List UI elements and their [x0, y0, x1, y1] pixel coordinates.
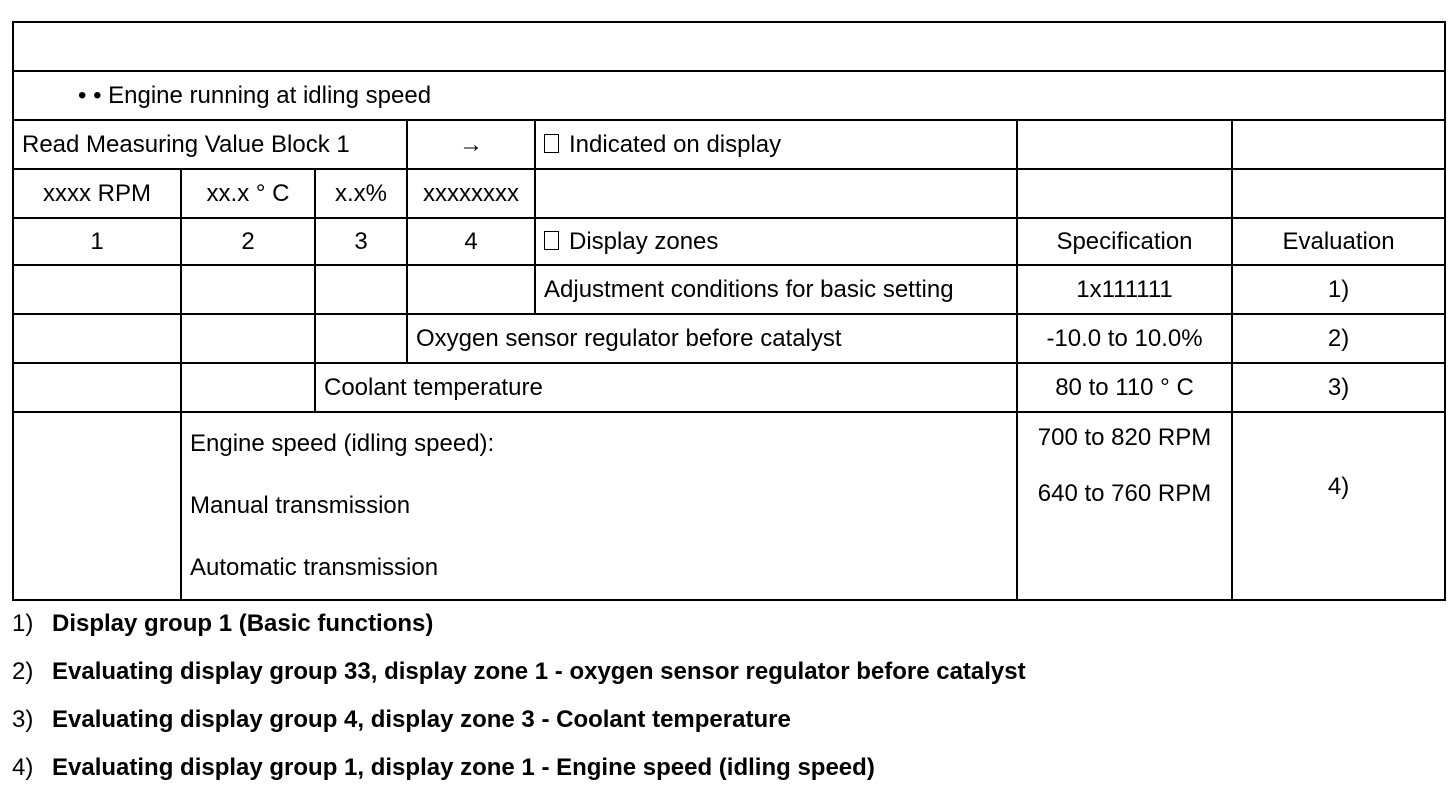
empty-cell [1017, 120, 1232, 169]
empty-cell [315, 314, 407, 363]
empty-cell [1232, 169, 1445, 218]
indicated-cell [535, 120, 1017, 169]
engine-speed-description [181, 412, 1017, 600]
footnote-number: 2) [12, 658, 34, 685]
evaluation-header: Evaluation [1232, 218, 1445, 265]
row-specification: 1x111111 [1017, 265, 1232, 314]
zone-number-2: 2 [181, 218, 315, 265]
automatic-transmission-line: Automatic transmission [190, 554, 439, 581]
empty-cell [13, 314, 181, 363]
spec-automatic: 640 to 760 RPM [1037, 480, 1212, 507]
row-specification: -10.0 to 10.0% [1017, 314, 1232, 363]
footnote-text: Evaluating display group 1, display zone 1 - Engine speed (idling speed) [52, 754, 875, 781]
footnote-number: 1) [12, 610, 34, 637]
row-evaluation: 2) [1232, 314, 1445, 363]
table-header-blank [13, 22, 1445, 71]
row-specification: 80 to 110 ° C [1017, 363, 1232, 412]
condition-text: • • Engine running at idling speed [13, 71, 1445, 120]
empty-cell [315, 265, 407, 314]
empty-cell [13, 265, 181, 314]
zone-number-1: 1 [13, 218, 181, 265]
specification-header: Specification [1017, 218, 1232, 265]
read-block-label: Read Measuring Value Block 1 [13, 120, 407, 169]
footnote [12, 600, 1026, 648]
footnote-text: Evaluating display group 33, display zone 1 - oxygen sensor regulator before catalyst [52, 658, 1026, 685]
empty-cell [1017, 169, 1232, 218]
display-zones-label: Display zones [569, 227, 719, 255]
row-evaluation: 3) [1232, 363, 1445, 412]
footnote [12, 648, 1026, 696]
empty-cell [1232, 120, 1445, 169]
footnote-number: 3) [12, 706, 34, 733]
row-description: Oxygen sensor regulator before catalyst [407, 314, 1017, 363]
value-zone-2: xx.x ° C [181, 169, 315, 218]
empty-cell [535, 169, 1017, 218]
footnote [12, 696, 1026, 744]
empty-cell [407, 265, 535, 314]
empty-cell [181, 314, 315, 363]
value-zone-1: xxxx RPM [13, 169, 181, 218]
footnotes [12, 600, 1026, 792]
engine-speed-evaluation: 4) [1232, 412, 1445, 600]
footnote-text: Evaluating display group 4, display zone 3 - Coolant temperature [52, 706, 791, 733]
row-description: Adjustment conditions for basic setting [535, 265, 1017, 314]
display-zones-cell [535, 218, 1017, 265]
manual-transmission-line: Manual transmission [190, 492, 411, 519]
footnote-text: Display group 1 (Basic functions) [52, 610, 434, 637]
engine-speed-line: Engine speed (idling speed): [190, 430, 495, 457]
checkbox-square-icon [544, 231, 559, 250]
value-zone-4: xxxxxxxx [407, 169, 535, 218]
spec-manual: 700 to 820 RPM [1037, 424, 1212, 451]
footnote [12, 744, 1026, 792]
empty-cell [13, 363, 181, 412]
indicated-label: Indicated on display [569, 130, 782, 158]
empty-cell [181, 265, 315, 314]
row-evaluation: 1) [1232, 265, 1445, 314]
engine-speed-specification [1017, 412, 1232, 600]
zone-number-4: 4 [407, 218, 535, 265]
row-description: Coolant temperature [315, 363, 1017, 412]
zone-number-3: 3 [315, 218, 407, 265]
measuring-value-table [12, 21, 1446, 601]
empty-cell [13, 412, 181, 600]
arrow-icon: → [407, 120, 535, 169]
value-zone-3: x.x% [315, 169, 407, 218]
empty-cell [181, 363, 315, 412]
checkbox-square-icon [544, 134, 559, 153]
footnote-number: 4) [12, 754, 34, 781]
